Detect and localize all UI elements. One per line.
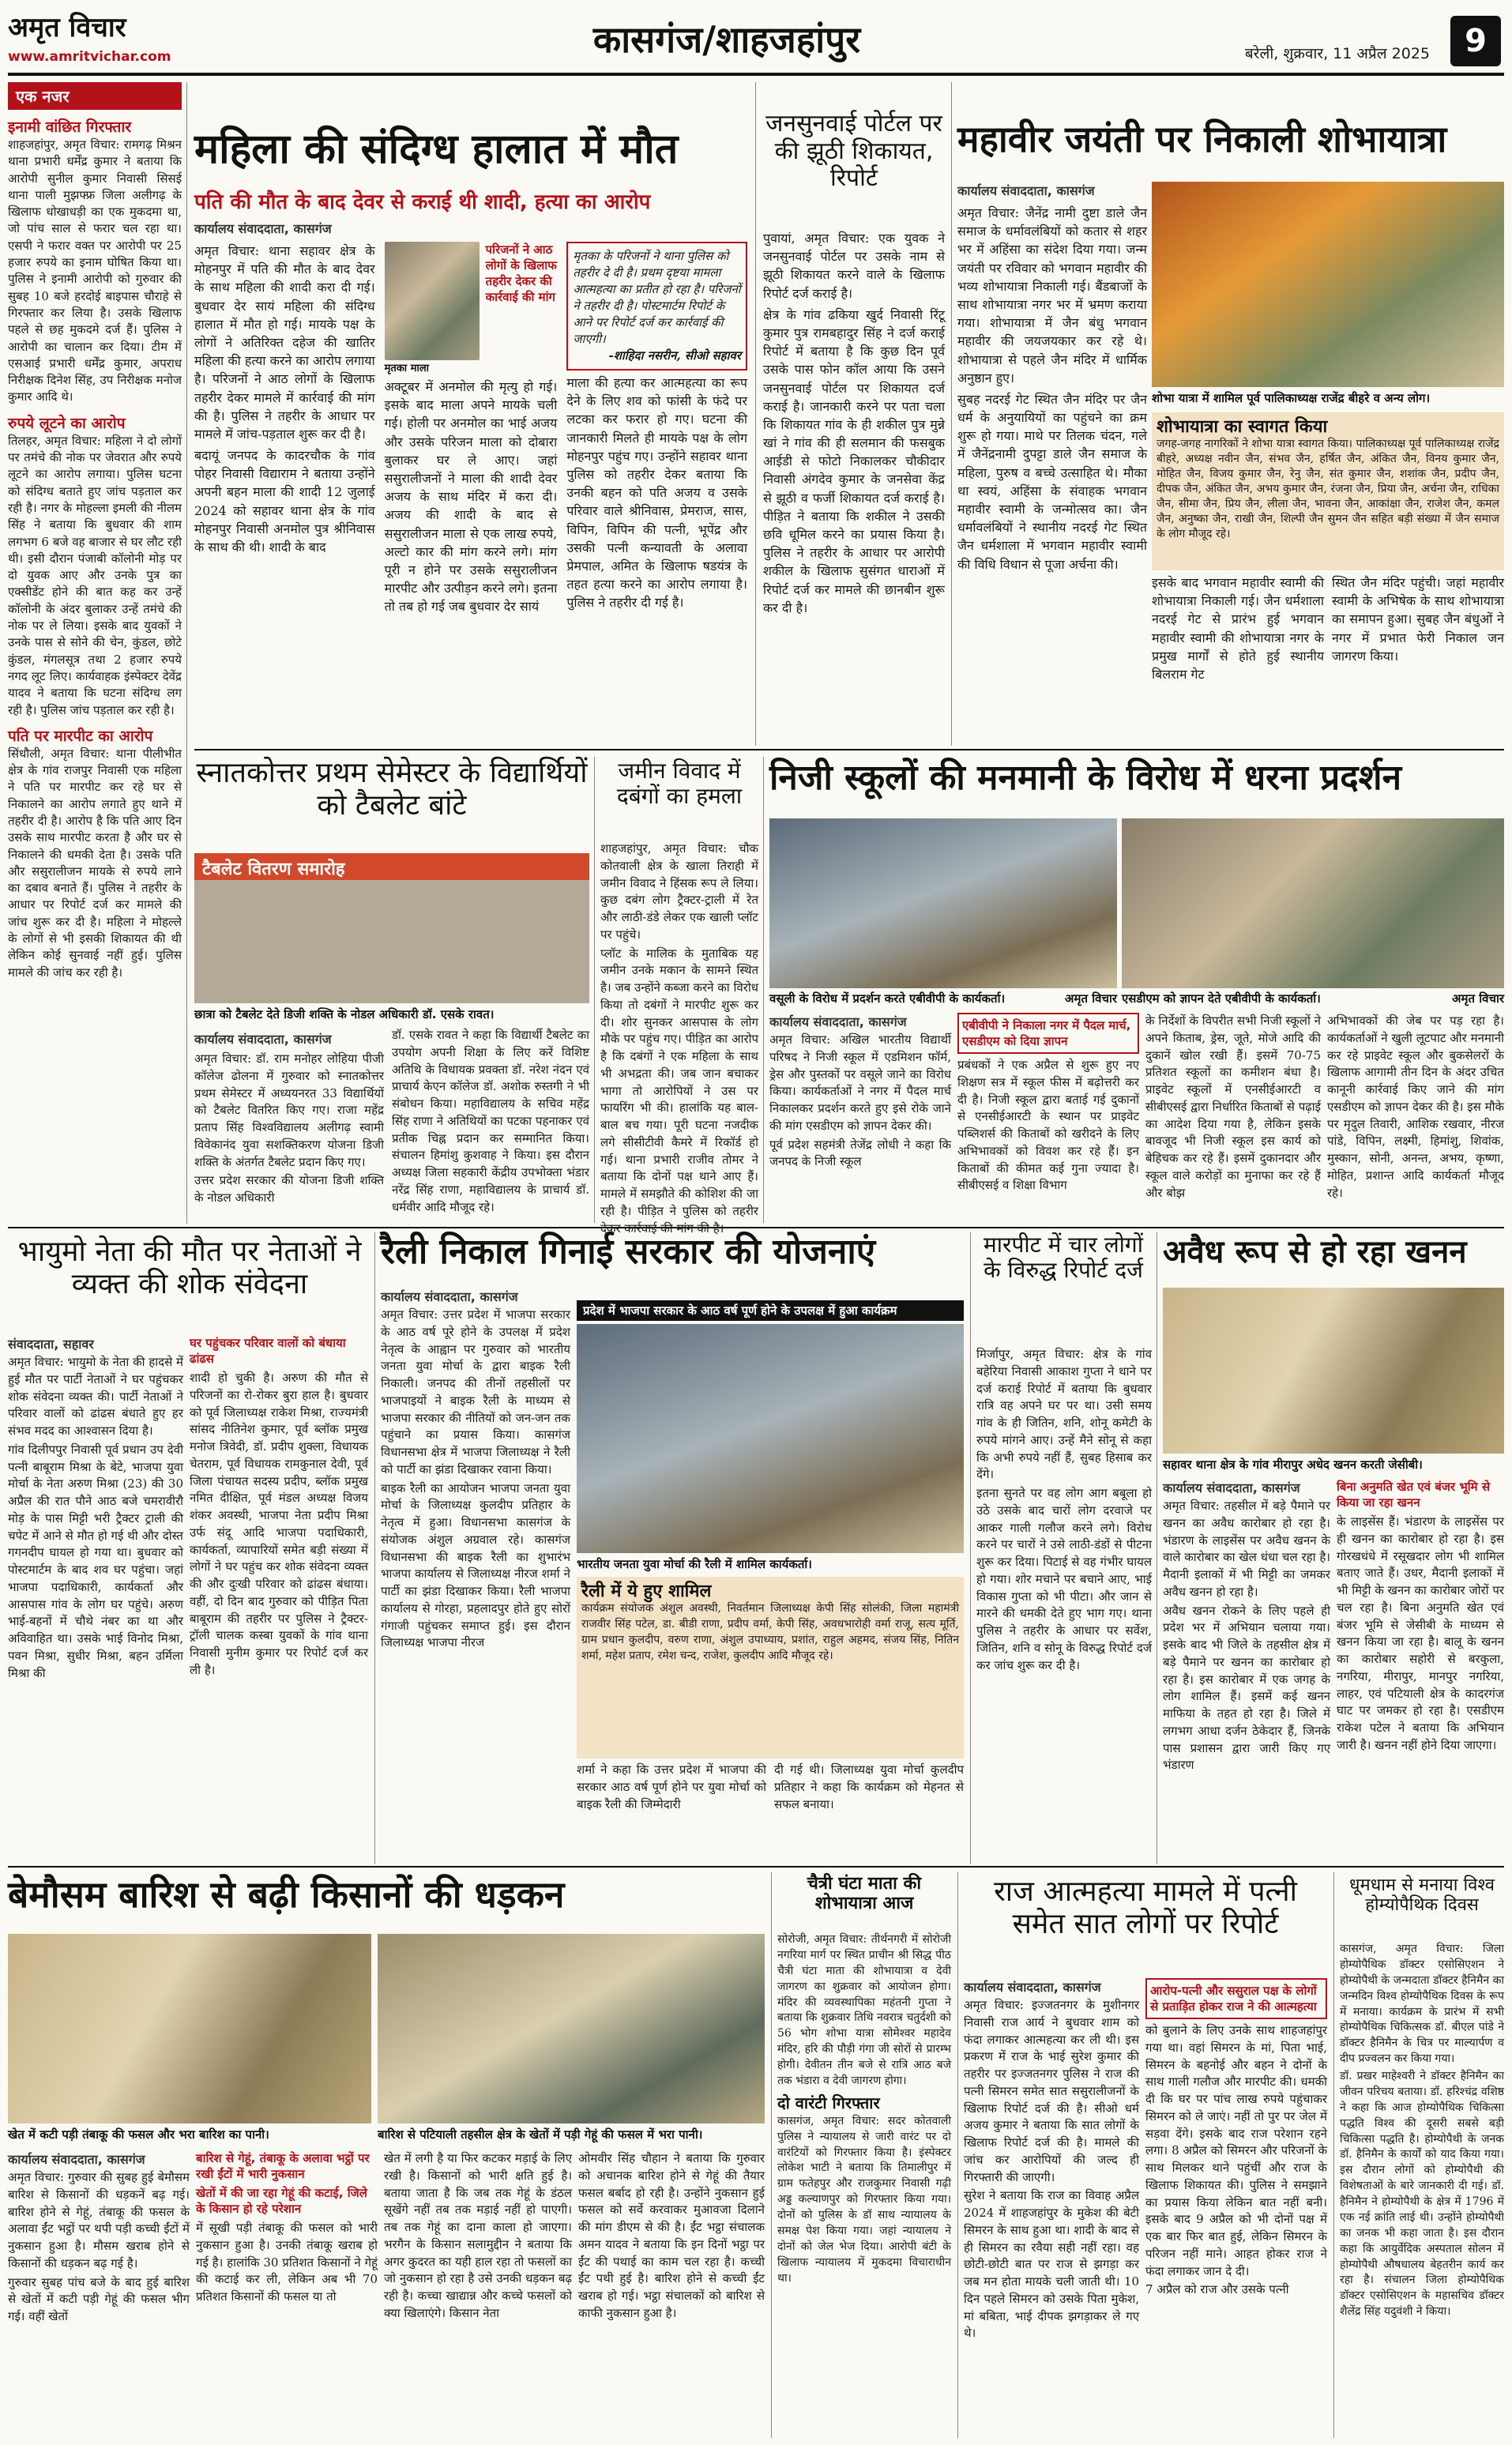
paragraph: शाहजहांपुर, अमृत विचार: चौक कोतवाली क्षेत्र के खाला तिराही में जमीन विवाद ने हिंसक रूप ले लिया। कुछ दबंग लोग ट्रैक्टर-ट्राली में रेत और लाठी-डंडे लेकर एक खाली प्लॉट पर पहुंचे।: [600, 841, 758, 942]
rally-tail: [577, 1762, 964, 1860]
rain-headline[interactable]: बेमौसम बारिश से बढ़ी किसानों की धड़कन: [8, 1873, 565, 1916]
suicide-body-1: [964, 1997, 1139, 2438]
paragraph: शर्मा ने कहा कि उत्तर प्रदेश में भाजपा की सरकार आठ वर्ष पूर्ण होने पर युवा मोर्चा को बाइक रैली की जिम्मेदारी: [577, 1762, 766, 1811]
paragraph: इसके बाद भगवान महावीर स्वामी की शोभायात्रा निकाली गई। जैन धर्मशाला नदरई गेट से प्रारंभ हुई भगवान महावीर स्वामी की शोभायात्रा नगर के प्रमुख मार्गों से होते हुई स्थानीय बिलराम गेट: [1152, 575, 1324, 682]
photo-banner: टैबलेट वितरण समारोह: [202, 860, 345, 879]
brief-text: तिलहर, अमृत विचार: महिला ने दो लोगों पर तमंचे की नोक पर जेवरात और रुपये लूटने का आरोप लगाया। पुलिस घटना को संदिग्ध बताते हुए जांच पड़ताल कर रही है। नगर के मोहल्ला इमली की नीलम सिंह ने बताया कि बुधवार की शाम लगभग 6 बजे वह बाजार से घर लौट रही थी। इसी दौरान पंजाबी कॉलोनी मोड़ पर दो युवक आए और उनके पुत्र का एक्सीडेंट होने की बात कह कर उन्हें कॉलोनी के अंदर बुलाकर उन्हें तमंचे की नोक पर ले लिया। इसके बाद युवकों ने उनके पास से सोने की चेन, कुंडल, छोटे कुंडल, मंगलसूत्र तथा 2 हजार रुपये नगद लूट लिए। कार्यवाहक इंस्पेक्टर देवेंद्र यादव ने बताया कि घटना संदिग्ध लग रही है। पुलिस जांच पड़ताल कर रही है।: [8, 433, 182, 717]
school-body-2: [957, 1013, 1139, 1224]
tablet-body-2: [392, 1027, 589, 1221]
paragraph: सुबह नदरई गेट स्थित जैन मंदिर पर जैन धर्म के अनुयायियों का पहुंचने का क्रम शुरू हो गया। माथे पर तिलक चंदन, गले में जैनेंद्रनामी दुपट्टा डाले जैन समाज के महिला, पुरुष व बच्चे उत्साहित थे। मौका था स्वयं, अहिंसा के संवाहक भगवान महावीर स्वामी के जन्मोत्सव का। जैन धर्मावलंबियों ने स्थानीय नदरई गेट स्थित जैन धर्मशाला में भगवान महावीर स्वामी की विधि विधान से पूजा अर्चना की।: [957, 391, 1147, 572]
beating-headline[interactable]: मारपीट में चार लोगों के विरुद्ध रिपोर्ट दर्ज: [984, 1232, 1143, 1284]
paragraph: डॉ. एसके रावत ने कहा कि विद्यार्थी टैबलेट का उपयोग अपनी शिक्षा के लिए करें विशिष्ट अतिथि के विधायक प्रवक्ता डॉ. नरेश नंदन एवं प्राचार्य केएन कॉलेज डॉ. अशोक रुस्तगी ने भी संबोधन किया। महाविद्यालय के सचिव महेंद्र सिंह राणा ने अतिथियों का पटका पहनाकर एवं प्रतीक चिह्न प्रदान कर सम्मानित किया। संचालन हिमांशु कुशवाह ने किया। इस दौरान अध्यक्ष जिला सहकारी केंद्रीय उपभोक्ता भंडार नरेंद्र सिंह राणा, महाविद्यालय के प्राचार्य डॉ. धर्मवीर आदि मौजूद रहे।: [392, 1028, 589, 1214]
column-divider: [763, 757, 764, 1223]
mining-body-1: [1163, 1498, 1330, 1860]
homeo-body: [1340, 1942, 1504, 2438]
paragraph: गांव दिलीपपुर निवासी पूर्व प्रधान उप देवी पत्नी बाबूराम मिश्रा के बेटे, भाजपा युवा मोर्चा के नेता अरुण मिश्रा (23) की 30 अप्रैल की रात पौने आठ बजे चमरावीरौ मोड़ के पास मिट्टी भरी ट्रैक्टर ट्राली की चपेट में आने से मौत हो गई थी और दोस्त गगनदीप घायल हो गया था। बुधवार को पोस्टमार्टम के बाद शव घर पहुंचा। जहां भाजपा पदाधिकारी, कार्यकर्ता और आसपास गांव के लोग घर पहुंचे। अरुण भाई-बहनों में चौथे नंबर का था और अविवाहित था। उसके भाई विनोद मिश्रा, पवन मिश्रा, सुधीर मिश्रा, बहन उर्मिला मिश्रा की: [8, 1442, 183, 1680]
lead-body: [194, 220, 747, 741]
mining-body-2: [1337, 1479, 1504, 1860]
byline: संवाददाता, सहावर: [8, 1337, 94, 1352]
column-divider: [957, 1872, 958, 2438]
rain-body-3: [384, 2150, 572, 2438]
byline: कार्यालय संवाददाता, कासगंज: [769, 1014, 907, 1029]
column-divider: [594, 757, 595, 1223]
paragraph: माला की हत्या कर आत्महत्या का रूप देने के लिए शव को फांसी के फंदे पर लटका कर फरार हो गए। घटना की जानकारी मिलते ही मायके पक्ष के लोग मोहनपुर पहुंच गए। उन्होंने सहावर थाना पुलिस को तहरीर देकर बताया कि उनकी बहन को पति अजय व उसके परिवार वाले श्रीनिवास, प्रेमराज, सास, विपिन, विपिन की पत्नी, भूपेंद्र और उसकी पत्नी कन्यावती के अलावा प्रेमपाल, अमित के खिलाफ षडयंत्र के तहत हत्या करने का आरोप लगाया है। पुलिस ने तहरीर दी गई है।: [566, 375, 747, 611]
bhayu-body-1: [8, 1354, 183, 1860]
paragraph: अक्टूबर में अनमोल की मृत्यु हो गई। इसके बाद माला अपने मायके चली गई। होली पर अनमोल का भाई अजय और उसके परिजन माला को दोबारा बुलाकर घर ले आए। जहां ससुरालीजनों ने माला की शादी देवर अजय के साथ मंदिर में करा दी। अजय की शादी के बाद से ससुरालीजन माला से एक लाख रुपये, अल्टो कार की मांग करने लगे। मांग पूरी न होने पर उसके ससुरालीजन मारपीट और उत्पीड़न करने लगे। इतना तो तब हो गई जब बुधवार देर सायं: [384, 379, 558, 615]
column-divider: [970, 1232, 971, 1864]
tablet-body: [194, 1051, 384, 1221]
callout: एबीवीपी ने निकाला नगर में पैदल मार्च, एसडीएम को दिया ज्ञापन: [957, 1013, 1139, 1054]
land-body: [600, 841, 758, 1224]
paragraph: के निर्देशों के विपरीत सभी निजी स्कूलों ने अपने किताब, ड्रेस, जूते, मोजे आदि की दुकानें खोल रखी हैं। इसमें 70-75 प्रतिशत स्कूलों का कमीशन बंधा है। प्राइवेट स्कूलों में एनसीईआरटी व सीबीएसई द्वारा निर्धारित किताबों से पढ़ाई का आदेश दिया गया है, लेकिन इसके बावजूद भी निजी स्कूल इस कार्य को बेहिचक कर रहे हैं। इसमें दुकानदार और स्कूल वाले करोड़ों का मुनाफा कर रहे हैं और बोझ: [1145, 1014, 1321, 1200]
portal-body: [763, 229, 945, 743]
section-rule: [194, 749, 1504, 750]
paragraph: कासगंज, अमृत विचार: जिला होम्योपैथिक डॉक्टर एसोसिएशन ने होम्योपैथी के जन्मदाता डॉक्टर हैनिमैन का जन्मदिन विश्व होम्योपैथिक दिवस के रूप में मनाया। कार्यक्रम के प्रारंभ में सभी होम्योपैथिक चिकित्सक डॉ. बीएल पांडे ने डॉक्टर हैनिमैन के चित्र पर माल्यार्पण व दीप प्रज्वलन कर किया गया।: [1340, 1943, 1504, 2066]
paragraph: अमृत विचार: उत्तर प्रदेश में भाजपा सरकार के आठ वर्ष पूरे होने के उपलक्ष में प्रदेश नेतृत्व के आह्वान पर गुरुवार को भारतीय जनता युवा मोर्चा के द्वारा बाइक रैली निकाली। जनपद की तीनों तहसीलों पर भाजपाइयों ने बाइक रैली के माध्यम से भाजपा सरकार की नीतियों को जन-जन तक पहुंचाने का प्रयास किया। कासगंज विधानसभा क्षेत्र में भाजपा जिलाध्यक्ष ने रैली को पार्टी का झंडा दिखाकर रवाना किया।: [381, 1307, 570, 1476]
byline: कार्यालय संवाददाता, कासगंज: [8, 2152, 145, 2167]
paragraph: पूर्व प्रदेश सहमंत्री तेजेंद्र लोधी ने कहा कि जनपद के निजी स्कूल: [769, 1137, 951, 1169]
photo-caption: शोभा यात्रा में शामिल पूर्व पालिकाध्यक्ष राजेंद्र बीहरे व अन्य लोग।: [1152, 391, 1431, 405]
mahavir-photo: [1152, 182, 1504, 387]
callout: घर पहुंचकर परिवार वालों को बंधाया ढांढस: [190, 1336, 346, 1366]
paragraph: में सूखी पड़ी तंबाकू की फसल को भारी नुकसान हुआ है। उनकी तंबाकू खराब हो गई है। हालांकि 30 प्रतिशत किसानों ने गेहूं की कटाई कर ली, लेकिन अब भी 70 प्रतिशत किसानों की फसल या तो: [196, 2221, 378, 2304]
paragraph: ओमवीर सिंह चौहान ने बताया कि गुरुवार को अचानक बारिश होने से गेहूं की तैयार फसल बर्बाद हो रही है। उन्होंने नुकसान हुई फसल को सर्वे करवाकर मुआवजा दिलाने की मांग डीएम से की है। ईंट भट्ठा संचालक अमन यादव ने बताया कि इन दिनों भट्ठा पर ईंट की पथाई का काम चल रहा है। कच्ची ईंट पथी हुई है। बारिश होने से कच्ची ईंट खराब हो गई। भट्ठा संचालकों को बारिश से काफी नुकसान हुआ है।: [578, 2151, 765, 2320]
column-divider: [951, 82, 952, 746]
photo-caption: बारिश से पटियाली तहसील क्षेत्र के खेतों में पड़ी गेहूं की फसल में भरा पानी।: [378, 2127, 703, 2142]
paragraph: पुवायां, अमृत विचार: एक युवक ने जनसुनवाई पोर्टल पर उसके नाम से झूठी शिकायत करने वाले के खिलाफ रिपोर्ट दर्ज कराई है।: [763, 231, 945, 301]
photo-caption: खेत में कटी पड़ी तंबाकू की फसल और भरा बारिश का पानी।: [8, 2127, 269, 2142]
dateline: बरेली, शुक्रवार, 11 अप्रैल 2025: [1244, 45, 1430, 62]
bhayu-body-2: [190, 1335, 368, 1860]
column-divider: [374, 1232, 375, 1864]
callout: आरोप-पत्नी और ससुराल पक्ष के लोगों से प्रताड़ित होकर राज ने की आत्महत्या: [1145, 1978, 1327, 2019]
school-headline[interactable]: निजी स्कूलों की मनमानी के विरोध में धरना प्रदर्शन: [769, 758, 1402, 798]
paragraph: इतना सुनते पर वह लोग आग बबूला हो उठे उसके बाद चारों लोग दरवाजे पर आकर गाली गलौज करने लगे। विरोध करने पर चारों ने उसे लाठी-डंडों से पीटना शुरू कर दिया। पिटाई से वह गंभीर घायल हो गया। शोर मचाने पर बचाने आए, भाई विकास गुप्ता को भी पीटा। और जान से मारने की धमकी देते हुए भाग गए। थाना पुलिस ने तहरीर के आधार पर सर्वेश, जितिन, शनि व सोनू के विरुद्ध रिपोर्ट दर्ज कर जांच शुरू कर दी है।: [976, 1486, 1152, 1672]
byline: कार्यालय संवाददाता, कासगंज: [194, 1032, 332, 1047]
paragraph: दी गई थी। जिलाध्यक्ष युवा मोर्चा कुलदीप प्रतिहार ने कहा कि कार्यक्रम को मेहनत से सफल बनाया।: [774, 1762, 964, 1811]
paragraph: गुरुवार सुबह पांच बजे के बाद हुई बारिश से खेतों में कटी पड़ी गेहूं की फसल भीग गई। वहीं खेतों: [8, 2274, 190, 2323]
brief-text: शाहजहांपुर, अमृत विचार: रामगढ़ मिश्रन थाना प्रभारी धर्मेंद्र कुमार ने बताया कि आरोपी सुनील कुमार निवासी सिसई थाना पाली मुझफ्फ्र जिला अलीगढ़ के खिलाफ धोखाधड़ी का एक मुकदमा था, जो पांच साल से फरार चल रहा था। एसपी ने फरार वक्त पर आरोपी पर 25 हजार रुपये का इनाम घोषित किया था। पुलिस ने इनामी आरोपी को गुरुवार की सुबह 10 बजे हरदोई बाइपास चौराहे से गिरफ्तार कर लिया है। उसके खिलाफ पहले से छह मुकदमे दर्ज हैं। पुलिस ने आरोपी का चालान कर दिया। टीम में एसआई प्रभारी धर्मेंद्र कुमार, अपराध निरीक्षक दिनेश सिंह, उप निरीक्षक मनोज कुमार आदि थे।: [8, 137, 182, 404]
welcome-box-title: शोभायात्रा का स्वागत किया: [1157, 417, 1328, 437]
column-divider: [771, 1872, 772, 2438]
land-headline[interactable]: जमीन विवाद में दबंगों का हमला: [616, 758, 743, 810]
photo-caption: [1122, 991, 1504, 1008]
rain-body-1: [8, 2169, 190, 2438]
byline: कार्यालय संवाददाता, कासगंज: [964, 1980, 1101, 1995]
suicide-body-2: [1145, 1978, 1327, 2438]
procession-photo: [1152, 182, 1504, 387]
callout: बारिश से गेहूं, तंबाकू के अलावा भट्ठों पर रखी ईंटों में भारी नुकसान: [196, 2151, 370, 2181]
paragraph: अमृत विचार: डॉ. राम मनोहर लोहिया पीजी कॉलेज ढोलना में गुरुवार को स्नातकोत्तर प्रथम सेमेस्टर में अध्ययनरत 33 विद्यार्थियों को टैबलेट वितरित किए गए। राजा महेंद्र प्रताप सिंह विश्वविद्यालय अलीगढ़ स्वामी विवेकानंद युवा सशक्तिकरण योजना डिजी शक्ति के अंतर्गत टैबलेट प्रदान किए गए।: [194, 1051, 384, 1169]
callout: बिना अनुमति खेत एवं बंजर भूमि से किया जा रहा खनन: [1337, 1480, 1491, 1510]
tablet-headline[interactable]: स्नातकोत्तर प्रथम सेमेस्टर के विद्यार्थियों को टैबलेट बांटे: [196, 757, 588, 822]
byline: कार्यालय संवाददाता, कासगंज: [1163, 1480, 1300, 1495]
school-body-1: [769, 1032, 951, 1224]
sub-headline: दो वारंटी गिरफ्तार: [777, 2093, 880, 2112]
photo-caption: [769, 991, 1117, 1008]
photo-caption-text: एसडीएम को ज्ञापन देते एबीवीपी के कार्यकर्ता।: [1122, 991, 1321, 1006]
brief-column-title: एक नजर: [8, 82, 182, 110]
attendees-box: [577, 1577, 964, 1759]
memorandum-photo: [1122, 818, 1504, 988]
callout: खेतों में की जा रहा गेहूं की कटाई, जिले के किसान हो रहे परेशान: [196, 2186, 367, 2216]
wheat-field-photo: [378, 1934, 765, 2123]
paragraph: अवैध खनन रोकने के लिए पहले ही प्रदेश भर में अभियान चलाया गया। इसके बाद भी जिले के तहसील क्षेत्र में बड़े पैमाने पर खनन का कारोबार हो रहा है। इस कारोबार में एक जगह के लोग शामिल हैं। इसमें कई खनन माफिया के तहत हो रहा है। जिले में लगभग आधा दर्जन ठेकेदार हैं, जिनके पास प्रशासन द्वारा जारी किए गए भंडारण: [1163, 1603, 1330, 1773]
homeo-headline[interactable]: धूमधाम से मनाया विश्व होम्योपैथिक दिवस: [1349, 1875, 1495, 1916]
photo-caption: भारतीय जनता युवा मोर्चा की रैली में शामिल कार्यकर्ता।: [577, 1557, 812, 1571]
brief-heading: रुपये लूटने का आरोप: [8, 414, 126, 432]
section-rule: [8, 1866, 1504, 1868]
paragraph: अमृत विचार: इज्जतनगर के मुशीनगर निवासी राज आर्य ने बुधवार शाम को फंदा लगाकर आत्महत्या कर ली थी। इस प्रकरण में राज के भाई सुरेश कुमार की तहरीर पर इज्जतनगर पुलिस ने राज की पत्नी सिमरन समेत सात ससुरालीजनों के खिलाफ रिपोर्ट दर्ज की है। सीओ धर्म अजय कुमार ने बताया कि सात लोगों के खिलाफ रिपोर्ट दर्ज की है। मामले की जांच कर आरोपियों की जल्द ही गिरफ्तारी की जाएगी।: [964, 1998, 1139, 2184]
photo-caption: मृतका माला: [384, 363, 430, 374]
suicide-headline[interactable]: राज आत्महत्या मामले में पत्नी समेत सात लोगों पर रिपोर्ट: [994, 1875, 1297, 1941]
rally-banner: प्रदेश में भाजपा सरकार के आठ वर्ष पूर्ण होने के उपलक्ष में हुआ कार्यक्रम: [577, 1300, 964, 1321]
paragraph: क्षेत्र के गांव ढकिया खुर्द निवासी रिंटू कुमार पुत्र रामबहादुर सिंह ने दर्ज कराई रिपोर्ट में बताया है कि कुछ दिन पूर्व उसके पास फोन कॉल आया कि उसने जनसुनवाई पोर्टल पर शिकायत दर्ज कराई है। जानकारी करने पर पता चला कि शिकायत गांव के ही शकील पुत्र मुन्ने खां ने गांव की ही सलमान की फसबुक आईडी से फोटो निकालकर चौकीदार निवासी अंगदेव कुमार के जनसेवा केंद्र से झूठी व फर्जी शिकायत दर्ज कराई है। पीड़ित ने बताया कि शकील ने उसकी छवि धूमिल करने का प्रयास किया है। पुलिस ने तहरीर के आधार पर आरोपी शकील के खिलाफ सुसंगत धाराओं में रिपोर्ट दर्ज कर मामले की छानबीन शुरू कर दी है।: [763, 307, 945, 615]
brief-column: [8, 82, 182, 1224]
portrait-photo: [385, 242, 480, 360]
paragraph: प्रबंधकों ने एक अप्रैल से शुरू हुए नए शिक्षण सत्र में स्कूल फीस में बढ़ोत्तरी कर दी है। निजी स्कूल द्वारा बताई गई दुकानों से एनसीईआरटी के स्थान पर प्राइवेट पब्लिशर्स की किताबों को खरीदने के लिए अभिभावकों को विवश कर रहे हैं। इन किताबों की कीमत कई गुना ज्यादा है। सीबीएसई व शिक्षा विभाग: [957, 1058, 1139, 1193]
paragraph: अमृत विचार: गुरुवार की सुबह हुई बेमौसम बारिश से किसानों की धड़कनें बढ़ गई। बारिश होने से गेहूं, तंबाकू की फसल के अलावा ईंट भट्ठों पर थपी पड़ी कच्ची ईंटों में नुकसान हुआ है। मौसम खराब होने से किसानों की धड़कन बढ़ गई है।: [8, 2170, 190, 2270]
quote-text: मृतका के परिजनों ने थाना पुलिस को तहरीर दे दी है। प्रथम दृष्टया मामला आत्महत्या का प्रतीत हो रहा है। परिजनों ने तहरीर दी है। पोस्टमार्टम रिपोर्ट के आने पर रिपोर्ट दर्ज कर कार्रवाई की जाएगी।: [573, 249, 741, 346]
lead-subhead: पति की मौत के बाद देवर से कराई थी शादी, हत्या का आरोप: [194, 190, 651, 214]
school-body-3: [1145, 1013, 1321, 1224]
column-divider: [1333, 1872, 1334, 2438]
paragraph: अमृत विचार: थाना सहावर क्षेत्र के मोहनपुर में पति की मौत के बाद देवर के साथ महिला की शादी करा दी गई। बुधवार देर सायं महिला की संदिग्ध हालात में मौत हो गई। मायके पक्ष के लोगों ने अतिरिक्त दहेज की खातिर महिला की हत्या करने का आरोप लगाया है। परिजनों ने आठ लोगों के खिलाफ तहरीर देकर मामले में कार्रवाई की मांग की है। पुलिस ने तहरीर के आधार पर मामले में जांच-पड़ताल शुरू कर दी है।: [194, 243, 375, 442]
paragraph: को बुलाने के लिए उनके साथ शाहजहांपुर गया था। वहां सिमरन के मां, पिता भाई, सिमरन के बहनोई और बहन ने दोनों के साथ गाली गलौज और मारपीट की। धमकी दी कि घर पर पांच लाख रुपये पहुंचाकर सिमरन को ले जाएं। नहीं तो पुर पर जेल में सड़वा देंगे। इसके बाद राज परेशान रहने लगा। 8 अप्रैल को सिमरन और परिजनों के साथ मिलकर थाने पहुंचीं और राज के खिलाफ शिकायत की। पुलिस ने समझाने का प्रयास किया लेकिन बात नहीं बनी। इसके बाद 9 अप्रैल को भी दोनों पक्ष में एक बार फिर बात हुई, लेकिन सिमरन के परिजन नहीं माने। आहत होकर राज ने फंदा लगाकर जान दे दी।: [1145, 2023, 1327, 2278]
brief-text: सिंधौली, अमृत विचार: थाना पीलीभीत क्षेत्र के गांव राजपुर निवासी एक महिला ने पति पर मारपीट कर रहे घर से निकालने का आरोप लगाते हुए थाने में तहरीर दी है। आरोप है कि पति आए दिन उसके साथ मारपीट करता है और घर से निकालने की धमकी देता है। उसके पति और ससुरालीजन मायके से रुपये लाने का दबाव बनाते हैं। पुलिस ने तहरीर के आधार पर रिपोर्ट दर्ज कर मामले की जांच शुरू कर दी है। महिला ने मोहल्ले के लोगों से भी इसकी शिकायत की थी लेकिन कोई सुनवाई नहीं हुई। पुलिस मामले की जांच कर रही है।: [8, 746, 182, 980]
paragraph: खेत में लगी है या फिर कटकर मड़ाई के लिए रखी है। किसानों को भारी क्षति हुई है। बताया जाता है कि जब तक गेहूं के डंठल सूखेंगे नहीं तब तक मड़ाई नहीं हो पाएगी। तब तक गेहूं का दाना काला हो जाएगा। भरगैन के किसान सलामुद्दीन ने बताया कि अगर कुदरत का यही हाल रहा तो फसलों का जो नुकसान हो रहा है उसे उनकी धड़कन बढ़ रही है। कच्चा खाद्यान्न और कच्चे फसलों को क्या खिलाएंगे। किसान नेता: [384, 2151, 572, 2320]
paragraph: अमृत विचार: अखिल भारतीय विद्यार्थी परिषद ने निजी स्कूल में एडमिशन फॉर्म, ड्रेस और पुस्तकों पर वसूले जाने का विरोध किया। कार्यकर्ताओं ने नगर में पैदल मार्च निकालकर प्रदर्शन करते हुए इसे रोके जाने की मांग एसडीएम को ज्ञापन देकर की।: [769, 1033, 951, 1133]
paragraph: मिर्जापुर, अमृत विचार: क्षेत्र के गांव बहेरिया निवासी आकाश गुप्ता ने थाने पर दर्ज कराई रिपोर्ट में बताया कि बुधवार रात्रि वह अपने घर पर था। उसी समय गांव के ही जितिन, शनि, शोनू कमेटी के रुपये मांगने आए। उन्हें मैने सोनू से कहा कि अभी रुपये नहीं हैं, सुबह हिसाब कर देंगे।: [976, 1347, 1152, 1482]
byline: कार्यालय संवाददाता, कासगंज: [381, 1289, 518, 1304]
chaitri-headline[interactable]: चैत्री घंटा माता की शोभायात्रा आज: [807, 1874, 922, 1914]
page-number: 9: [1450, 16, 1501, 66]
welcome-box-text: जगह-जगह नागरिकों ने शोभा यात्रा स्वागत किया। पालिकाध्यक्ष पूर्व पालिकाध्यक्ष राजेंद्र बीहरे, अध्यक्ष नवीन जैन, संभव जैन, हर्षित जैन, अंकित जैन, विनय कुमार जैन, मोहित जैन, विजय कुमार जैन, रेनु जैन, संत कुमार जैन, शशांक जैन, प्रदीप जैन, दीपक जैन, अंकित जैन, अभय कुमार जैन, रंजना जैन, प्रिया जैन, अर्चना जैन, राधिका जैन, सीमा जैन, प्रिय जैन, लीला जैन, भावना जैन, आकांक्षा जैन, राजेश जैन, कमल जैन, अनुष्का जैन, राखी जैन, शिल्पी जैन सुमन जैन सहित बड़ी संख्या में जैन समाज के लोग मौजूद रहे।: [1157, 438, 1499, 540]
quote-box: [566, 242, 747, 371]
paragraph: सुरेश ने बताया कि राज का विवाह अप्रैल 2024 में शाहजहांपुर के मुकेश की बेटी सिमरन के साथ हुआ था। शादी के बाद से ही सिमरन का रवैया सही नहीं रहा। वह छोटी-छोटी बात पर राज से झगड़ा कर जब मन होता मायके चली जाती थी। 10 दिन पहले सिमरन को उसके पिता मुकेश, मां बबिता, भाई दीपक झगड़ाकर ले गए थे।: [964, 2188, 1139, 2341]
school-body-4: [1327, 1013, 1504, 1224]
column-divider: [186, 82, 187, 1224]
paragraph: बाइक रैली का आयोजन भाजपा जनता युवा मोर्चा के जिलाध्यक्ष कुलदीप प्रतिहार के नेतृत्व में हुआ। विधानसभा कासगंज के संयोजक अंशुल अग्रवाल रहे। कासगंज विधानसभा की बाइक रैली का शुभारंभ भाजपा कार्यालय से जिलाध्यक्ष नीरज शर्मा ने पार्टी का झंडा दिखाकर किया। रैली भाजपा कार्यालय से गोरहा, प्रहलादपुर होते हुए सोरों गंगाजी पहुंचकर समाप्त हुई। इस दौरान जिलाध्यक्ष भाजपा नीरज: [381, 1480, 570, 1650]
tobacco-field-photo: [8, 1934, 371, 2123]
masthead-logo: अमृत विचार: [8, 12, 126, 43]
masthead-url[interactable]: www.amritvichar.com: [8, 49, 171, 65]
paragraph: उत्तर प्रदेश सरकार की योजना डिजी शक्ति के नोडल अधिकारी: [194, 1173, 384, 1205]
brief-heading: पति पर मारपीट का आरोप: [8, 727, 153, 745]
tablet-photo: [194, 853, 589, 1003]
paragraph: 7 अप्रैल को राज और उसके पत्नी: [1145, 2282, 1289, 2297]
rally-headline[interactable]: रैली निकाल गिनाई सरकार की योजनाएं: [381, 1232, 876, 1272]
paragraph: के लाइसेंस हैं। भंडारण के लाइसेंस पर ही खनन का कारोबार हो रहा है। इस गोरखधंधे में रसूखदार लोग भी शामिल बताए जाते हैं। उधर, मैदानी इलाकों में भी मिट्टी के खनन का कारोबार जोरों पर चल रहा है। बिना अनुमति खेत एवं बंजर भूमि से जेसीबी के माध्यम से खनन किया जा रहा है। बालू के खनन का कारोबार सहोरी से बरकुला, नगरिया, मीरापुर, मानपुर नगरिया, लाहर, एवं पटियाली क्षेत्र के कादरगंज घाट पर जमकर हो रहा है। एसडीएम राकेश पटेल ने बताया कि अभियान जारी है। खनन नहीं होने दिया जाएगा।: [1337, 1514, 1504, 1752]
beating-body: [976, 1346, 1152, 1860]
mining-photo: [1163, 1288, 1504, 1454]
rally-photo: [577, 1324, 964, 1553]
paragraph: अभिभावकों की जेब पर पड़ रहा है। कार्यकर्ताओं ने खुली लूटपाट और मनमानी कर रहे प्राइवेट स्कूल और बुकसेलरों के खिलाफ आगामी तीन दिन के अंदर उचित कानूनी कार्रवाई किए जाने की मांग एसडीएम को ज्ञापन देकर की है। इस मौके पर मृदुल तिवारी, आशिक रखवार, नीरज पांडे, विपिन, लक्ष्मी, हिमांशु, शिवांक, मुस्कान, सोनी, अनन्त, अभय, कृष्णा, मोहित, प्रशान्त आदि कार्यकर्ता मौजूद रहे।: [1327, 1014, 1504, 1200]
photo-credit: अमृत विचार: [1452, 991, 1504, 1006]
paragraph: सोरोजी, अमृत विचार: तीर्थनगरी में सोरोजी नगरिया मार्ग पर स्थित प्राचीन श्री सिद्ध पीठ चैत्री घंटा माता की शोभायात्रा व देवी जागरण का शुक्रवार को आयोजन होगा। मंदिर की व्यवस्थापिका महंतनी गुप्ता ने बताया कि शुक्रवार तिथि नवरात्र चतुर्दशी को 56 भोग शोभा यात्रा सोमेश्वर महादेव मंदिर, हरि की पौड़ी गंगा जी सोरों से प्रारम्भ होगी। देवीतन तीन बजे से रात्रि आठ बजे तक भंडारा व देवी जागरण होगा।: [777, 1933, 951, 2087]
mahavir-headline[interactable]: महावीर जयंती पर निकाली शोभायात्रा: [957, 118, 1447, 160]
byline: कार्यालय संवाददाता, कासगंज: [957, 183, 1095, 198]
section-title: कासगंज/शाहजहांपुर: [592, 18, 861, 61]
welcome-box: [1152, 412, 1504, 570]
column-divider: [755, 82, 756, 746]
masthead-rule: [8, 73, 1504, 76]
lead-headline[interactable]: महिला की संदिग्ध हालात में मौत: [194, 126, 679, 173]
quote-author: -शाहिदा नसरीन, सीओ सहावर: [608, 348, 741, 363]
portal-headline[interactable]: जनसुनवाई पोर्टल पर की झूठी शिकायत, रिपोर्ट: [765, 110, 942, 192]
protest-photo: [769, 818, 1117, 988]
bhayu-headline[interactable]: भायुमो नेता की मौत पर नेताओं ने व्यक्त की शोक संवेदना: [17, 1236, 362, 1301]
mahavir-tail: [1152, 574, 1504, 692]
rain-body-4: [578, 2150, 765, 2438]
paragraph: अमृत विचार: भायुमो के नेता की हादसे में हुई मौत पर पार्टी नेताओं ने घर पहुंचकर शोक संवेदना व्यक्त की। पार्टी नेताओं ने परिवार वालों को ढांढस बंधाते हुए हर संभव मदद का आश्वासन दिया है।: [8, 1355, 183, 1438]
brief-heading: इनामी वांछित गिरफ्तार: [8, 118, 132, 136]
photo-caption: सहावर थाना क्षेत्र के गांव मीरापुर अधेद खनन करती जेसीबी।: [1163, 1458, 1423, 1472]
paragraph: डॉ. प्रखर माहेश्वरी ने डॉक्टर हैनिमैन का जीवन परिचय बताया। डॉ. हरिश्चंद्र वशिष्ठ ने कहा कि आज होम्योपैथिक चिकित्सा पद्धति विश्व की दूसरी सबसे बड़ी चिकित्सा पद्धति है। होम्योपैथी के जनक डॉ. हैनिमैन के कार्यों को याद किया गया। इस दौरान लोगों को होम्योपैथी की विशेषताओं के बारे जानकारी दी गई। डॉ. हैनिमैन ने होम्योपैथी के क्षेत्र में 1796 में एक नई क्रांति लाई थी। उन्होंने होम्योपैथी का जनक भी कहा जाता है। इस दौरान कहा कि आयुर्वेदिक अस्पताल सोलन में होम्योपैथी औषधालय बेहतरीन कार्य कर रहा है। संचालन जिला होम्योपैथिक डॉक्टर एसोसिएशन के महासचिव डॉक्टर शैलेंद्र सिंह यदुवंशी ने किया।: [1340, 2070, 1504, 2319]
rally-body-1: [381, 1307, 570, 1860]
paragraph: स्थित जैन मंदिर पहुंची। जहां महावीर स्वामी के अभिषेक के साथ शोभायात्रा का समापन हुआ। सुबह जैन बंधुओं ने नगर में प्रभात फेरी निकाल जन जागरण किया।: [1332, 575, 1504, 664]
paragraph: कासगंज, अमृत विचार: सदर कोतवाली पुलिस ने न्यायालय से जारी वारंट पर दो वारंटियों को गिरफ्तार किया है। इंस्पेक्टर लोकेश भाटी ने बताया कि तिमालीपुर में ग्राम फतेहपुर और राजकुमार निवासी गढ़ी अड्ड कल्याणपुर को गिरफ्तार किया गया। दोनों को पुलिस के डॉ साथ न्यायालय के समक्ष पेश किया गया। जहां न्यायालय ने दोनों को जेल भेज दिया। आरोपी बंटी के खिलाफ न्यायालय में मुकदमा विचाराधीन था।: [777, 2114, 951, 2285]
attendees-text: कार्यक्रम संयोजक अंशुल अवस्थी, निवर्तमान जिलाध्यक्ष केपी सिंह सोलंकी, जिला महामंत्री राजवीर सिंह पटेल, डा. बीडी राणा, प्रदीप वर्मा, केपी सिंह, अवधभारोही वर्मा राजू, सत्य मूर्ति, ग्राम प्रधान कुलदीप, वरुण राणा, अंशुल उपाध्याय, प्रशांत, राहुल अहमद, संजय सिंह, नितिन शर्मा, महेश प्रताप, रमेश चन्द, राजेश, कुलदीप आदि मौजूद रहे।: [581, 1602, 959, 1662]
paragraph: अमृत विचार: जैनेंद्र नामी दुष्टा डाले जैन समाज के धर्मावलंबियों को कतार से शहर भर में अहिंसा का संदेश दिया गया। जन्म जयंती पर रविवार को भगवान महावीर की भव्य शोभायात्रा निकाली गई। बैंडबाजों के साथ शोभायात्रा नगर भर में भ्रमण कराया गया। शोभायात्रा में जैन बंधु भगवान महावीर की जयजयकार कर रहे थे। शोभायात्रा से पहले जैन मंदिर में धार्मिक अनुष्ठान हुए।: [957, 205, 1147, 386]
photo-caption: छात्रा को टैबलेट देते डिजी शक्ति के नोडल अधिकारी डॉ. एसके रावत।: [194, 1007, 495, 1021]
paragraph: प्लॉट के मालिक के मुताबिक यह जमीन उनके मकान के सामने स्थित है। जब उन्होंने कब्जा करने का विरोध किया तो दबंगों ने मारपीट शुरू कर दी। शोर सुनकर आसपास के लोग मौके पर पहुंच गए। पीड़ित का आरोप है कि दबंगों ने एक महिला के साथ भी अभद्रता की। जब जान बचाकर भागा तो आरोपियों ने उस पर फायरिंग भी की। हालांकि यह बाल-बाल बच गया। पूरी घटना नजदीक लगे सीसीटीवी कैमरे में रिकॉर्ड हो गई। थाना प्रभारी राजीव तोमर ने बताया कि दोनों पक्ष थाने आए हैं। मामले में समझौते की कोशिश की जा रही है। पीड़ित ने पुलिस को तहरीर: [600, 946, 758, 1218]
paragraph: शादी हो चुकी है। अरुण की मौत से परिजनों का रो-रोकर बुरा हाल है। बुधवार को पूर्व जिलाध्यक्ष राकेश मिश्रा, राज्यमंत्री सांसद नीतिनेश कुमार, पूर्व ब्लॉक प्रमुख मनोज त्रिवेदी, डॉ. प्रदीप शुक्ला, विधायक चेतराम, पूर्व विधायक रामकुनाल देवी, पूर्व जिला पंचायत सदस्य प्रदीप, ब्लॉक प्रमुख नमित दीक्षित, पूर्व मंडल अध्यक्ष विजय शंकर अवस्थी, भाजपा नेता प्रदीप मिश्रा उर्फ संदू आदि भाजपा पदाधिकारी, कार्यकर्ता, व्यापारियों समेत बड़ी संख्या में लोगों ने घर पहुंच कर शोक संवेदना व्यक्त की और दुःखी परिवार को ढांढस बंधाया। वहीं, दो दिन बाद गुरुवार को पीड़ित पिता बाबूराम की तहरीर पर पुलिस ने ट्रैक्टर-ट्रॉली चालक कस्बा युवकों के गांव थाना निवासी मुनीम कुमार पर रिपोर्ट दर्ज कर ली है।: [190, 1371, 368, 1677]
byline: कार्यालय संवाददाता, कासगंज: [194, 221, 332, 236]
mining-headline[interactable]: अवैध रूप से हो रहा खनन: [1163, 1234, 1467, 1270]
mahavir-body: [957, 204, 1147, 599]
callout: परिजनों ने आठ लोगों के खिलाफ तहरीर देकर की कार्रवाई की मांग: [485, 243, 557, 304]
paragraph: अमृत विचार: तहसील में बड़े पैमाने पर खनन का अवैध कारोबार हो रहा है। भंडारण के लाइसेंस पर अवैध खनन के वाले कारोबार का खेल धंधा चल रहा है। मैदानी इलाकों में भी मिट्टी का जमकर अवैध खनन हो रहा है।: [1163, 1499, 1330, 1599]
attendees-title: रैली में ये हुए शामिल: [581, 1582, 712, 1601]
photo-credit: अमृत विचार: [1065, 991, 1117, 1006]
rain-body-2: [196, 2150, 378, 2438]
section-rule: [8, 1227, 1504, 1228]
photo-caption-text: वसूली के विरोध में प्रदर्शन करते एबीवीपी के कार्यकर्ता।: [769, 991, 1006, 1006]
chaitri-body: [777, 1932, 951, 2438]
paragraph: बदायूं जनपद के कादरचौक के गांव पोहर निवासी विद्याराम ने बताया उन्होंने अपनी बहन माला की शादी 12 जुलाई 2024 को सहावर थाना क्षेत्र के गांव मोहनपुर निवासी अनमोल पुत्र श्रीनिवास के साथ की थी। शादी के बाद: [194, 448, 375, 555]
